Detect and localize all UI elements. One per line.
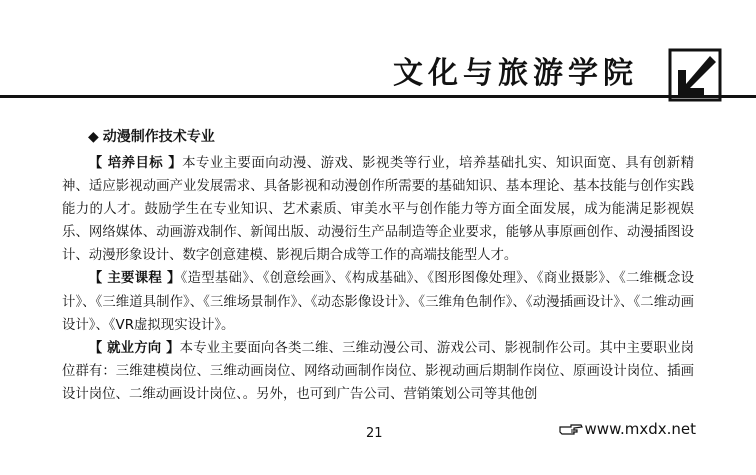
paragraph-lead: 【 培养目标 】 (88, 156, 183, 171)
header-rule (0, 95, 756, 98)
paragraph-lead: 【 主要课程 】 (88, 271, 181, 287)
paragraph-text: 本专业主要面向动漫、游戏、影视类等行业，培养基础扎实、知识面宽、具有创新精神、适应影视动画产业发展需求、具备影视和动漫创作所需要的基础知识、基本理论、基本技能与创作实践能力的人才。鼓励学生在专业知识、艺术素质、审美水平与创作能力等方面全面发展，成为能满足影视娱乐、网络媒体、动画游戏制作、新闻出版、动漫衍生产品制造等企业要求，能够从事原画创作、动漫插图设计、动漫形象设计、数字创意建模、影视后期合成等工作的高端技能型人才。 (62, 156, 695, 264)
paragraph-lead: 【 就业方向 】 (88, 340, 180, 356)
paragraph-employment (62, 337, 694, 406)
diamond-bullet-icon: ◆ (88, 129, 99, 145)
site-link[interactable] (559, 420, 696, 438)
arrow-down-left-icon (668, 48, 722, 102)
page-number: 21 (366, 426, 383, 441)
section-title-text: 动漫制作技术专业 (102, 129, 215, 145)
paragraph-text: 《造型基础》、《创意绘画》、《构成基础》、《图形图像处理》、《商业摄影》、《二维概念设计》、《三维道具制作》、《三维场景制作》、《动态影像设计》、《三维角色制作》、《动漫插画设计》、《二维动画设计》、《VR虚拟现实设计》。 (62, 271, 695, 333)
pointing-hand-icon (559, 421, 583, 437)
site-url[interactable]: www.mxdx.net (584, 420, 696, 438)
page-header (0, 48, 756, 104)
paragraph-text: 本专业主要面向各类二维、三维动漫公司、游戏公司、影视制作公司。其中主要职业岗位群有：三维建模岗位、三维动画岗位、网络动画制作岗位、影视动画后期制作岗位、原画设计岗位、插画设计岗位、二维动画设计岗位、。另外，也可到广告公司、营销策划公司等其他创 (62, 340, 694, 402)
paragraph-training-goals (62, 152, 694, 267)
paragraph-main-courses (62, 267, 694, 336)
section-heading (88, 126, 215, 146)
page-title: 文化与旅游学院 (393, 56, 638, 91)
body-text (62, 152, 694, 406)
